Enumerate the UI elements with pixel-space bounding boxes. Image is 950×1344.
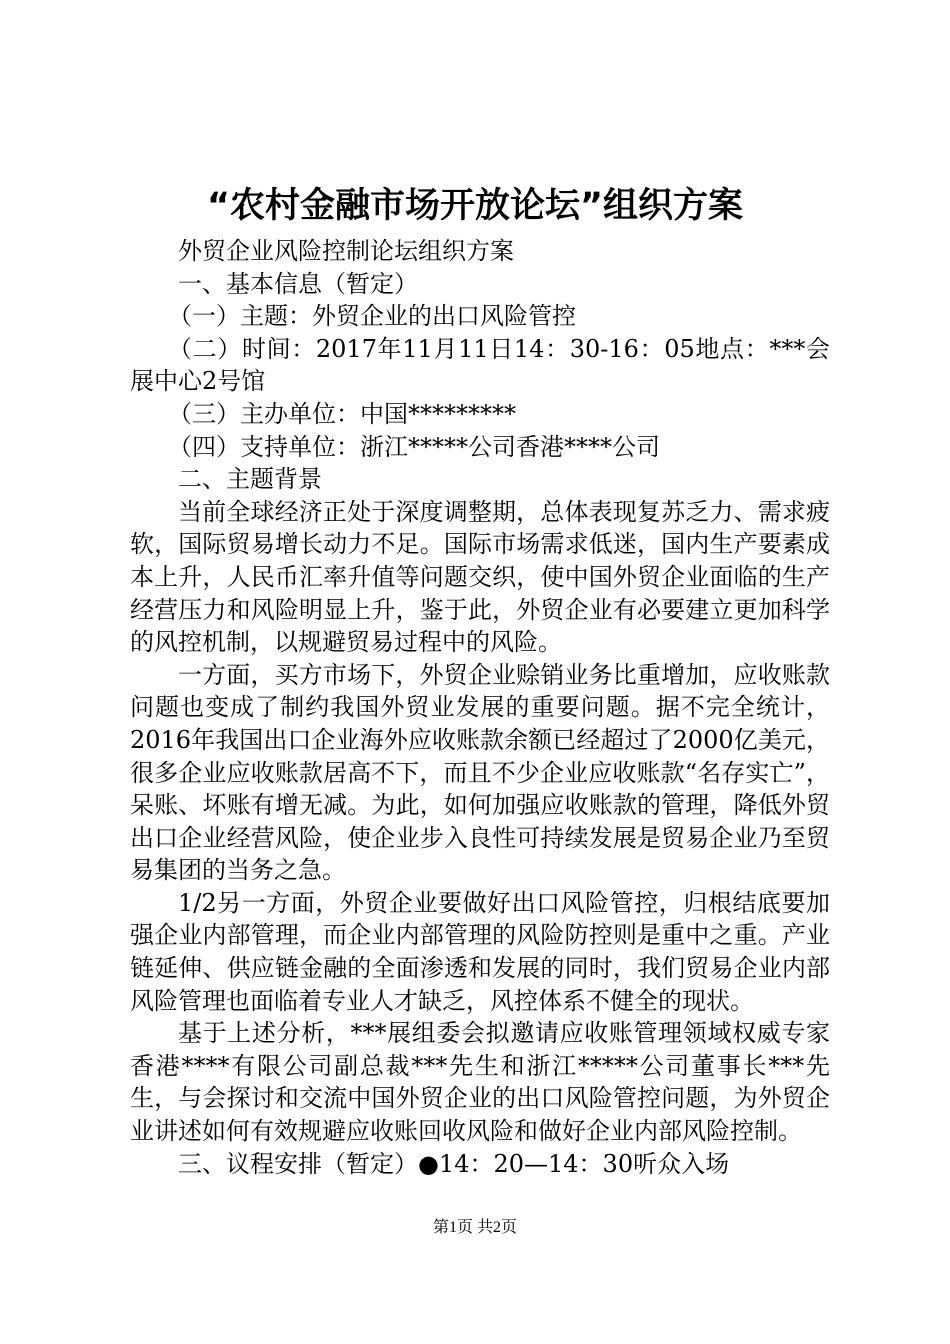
paragraph-organizer: （三）主办单位：中国*********	[168, 399, 516, 428]
paragraph-supporter: （四）支持单位：浙江*****公司香港****公司	[168, 432, 660, 461]
paragraph-section-2-heading: 二、主题背景	[178, 465, 322, 494]
paragraph-background-2: 一方面，买方市场下，外贸企业赊销业务比重增加，应收账款问题也变成了制约我国外贸业发展的重要问题。据不完全统计，2016年我国出口企业海外应收账款余额已经超过了2000亿美元，很多企业应收账款居高不下，而且不少企业应收账款“名存实亡”，呆账、坏账有增无减。为此，如何加强应收账款的管理，降低外贸出口企业经营风险，使企业步入良性可持续发展是贸易企业乃至贸易集团的当务之急。	[130, 660, 830, 885]
document-title: “农村金融市场开放论坛”组织方案	[206, 186, 743, 226]
paragraph-section-1-heading: 一、基本信息（暂定）	[178, 269, 418, 298]
paragraph-time-location: （二）时间：2017年11月11日14：30-16：05地点：***会展中心2号馆	[130, 334, 830, 396]
paragraph-background-3: 1/2另一方面，外贸企业要做好出口风险管控，归根结底要加强企业内部管理，而企业内部管理的风险防控则是重中之重。产业链延伸、供应链金融的全面渗透和发展的同时，我们贸易企业内部风险管理也面临着专业人才缺乏，风控体系不健全的现状。	[130, 888, 830, 1015]
paragraph-background-4: 基于上述分析，***展组委会拟邀请应收账管理领域权威专家香港****有限公司副总裁***先生和浙江*****公司董事长***先生，与会探讨和交流中国外贸企业的出口风险管控问题，为外贸企业讲述如何有效规避应收账回收风险和做好企业内部风险控制。	[130, 1019, 830, 1146]
page-footer: 第1页 共2页	[432, 1219, 517, 1236]
paragraph-topic: （一）主题：外贸企业的出口风险管控	[168, 302, 576, 331]
paragraph-section-3-heading: 三、议程安排（暂定）●14：20—14：30听众入场	[178, 1149, 730, 1178]
paragraph-subtitle: 外贸企业风险控制论坛组织方案	[178, 237, 514, 265]
document-body	[130, 235, 830, 1180]
paragraph-background-1: 当前全球经济正处于深度调整期，总体表现复苏乏力、需求疲软，国际贸易增长动力不足。国际市场需求低迷，国内生产要素成本上升，人民币汇率升值等问题交织，使中国外贸企业面临的生产经营压力和风险明显上升，鉴于此，外贸企业有必要建立更加科学的风控机制，以规避贸易过程中的风险。	[130, 497, 830, 657]
